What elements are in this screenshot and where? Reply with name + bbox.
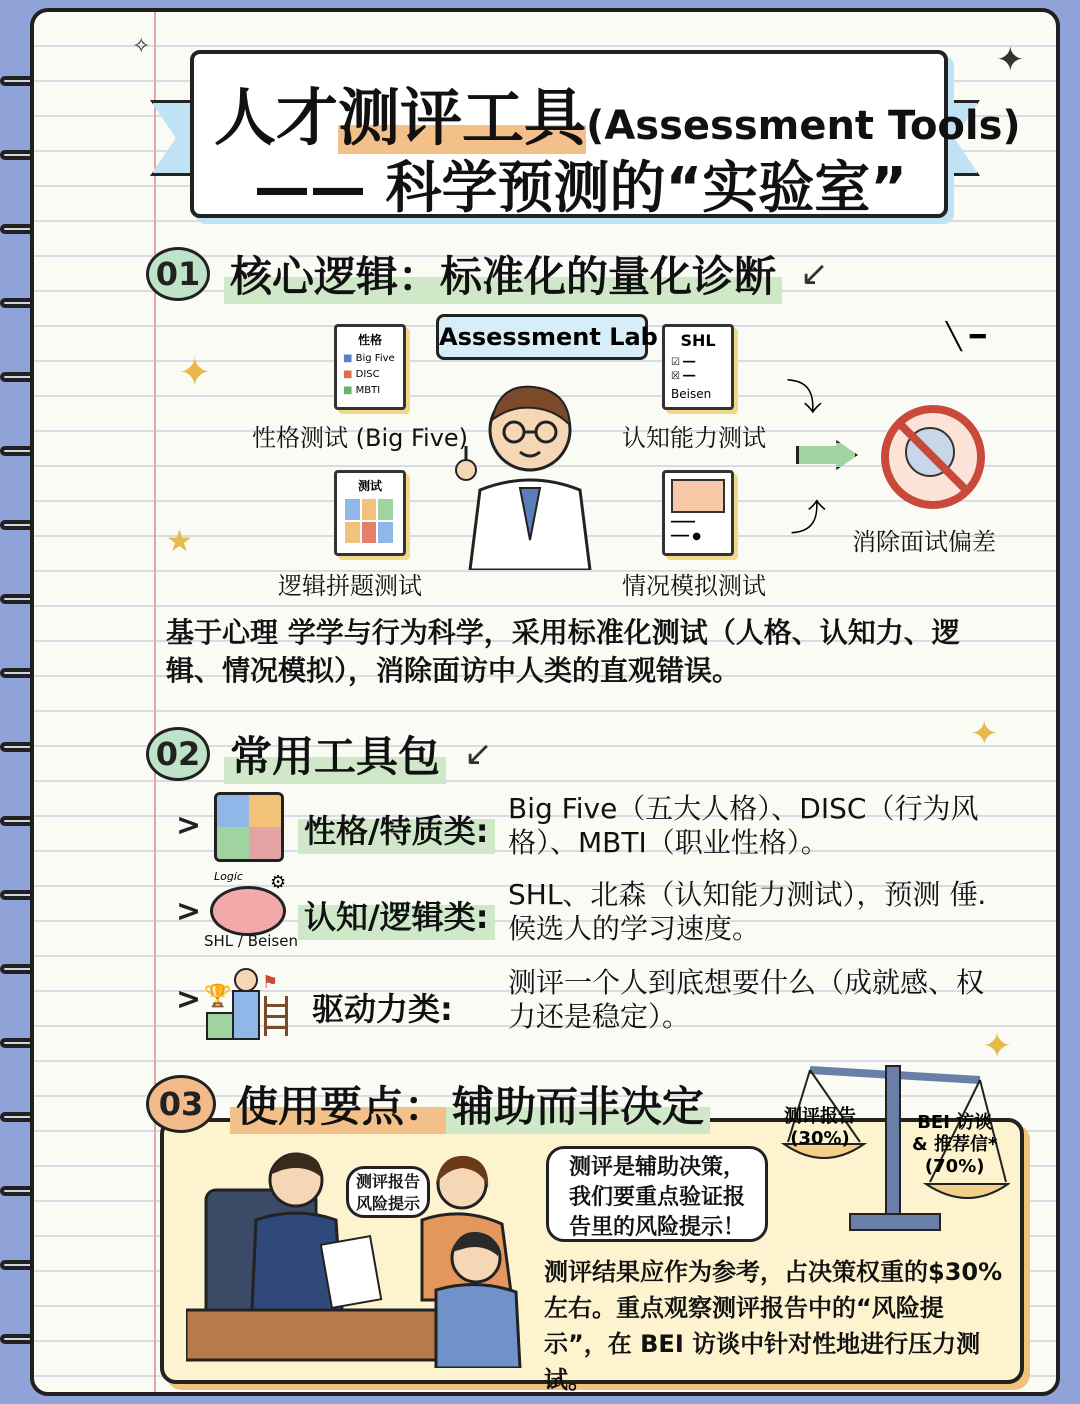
logic-puzzle-icon [334, 470, 406, 556]
label-situational-test: 情况模拟测试 [622, 572, 766, 600]
section-1-header [146, 244, 829, 304]
brain-icon [210, 870, 290, 934]
trophy-icon: 🏆 [204, 984, 232, 1009]
no-bias-icon [878, 402, 988, 512]
doc-title: 测试 [357, 479, 382, 493]
label-logic-test: 逻辑拼题测试 [278, 572, 422, 600]
label-cognitive-test: 认知能力测试 [622, 424, 766, 452]
scale-right-label: BEI 访谈 & 推荐信* (70%) [912, 1112, 998, 1177]
personality-doc-icon [334, 324, 406, 410]
title-part: 人才 [214, 81, 339, 154]
section-3-paragraph: 测评结果应作为参考，占决策权重的$30%左右。重点观察测评报告中的“风险提示”，在 BEI 访谈中针对性地进行压力测试。 [544, 1258, 1003, 1394]
page-subtitle: —— 科学预测的“实验室” [254, 156, 908, 221]
doc-line: ■ DISC [343, 369, 380, 380]
assessment-lab-tag: Assessment Lab [436, 314, 648, 360]
checkbox-icon: ☒ ━━ [671, 371, 696, 382]
section-3-header [146, 1074, 710, 1134]
section-number-badge: 01 [146, 247, 210, 301]
gear-icon: ⚙ [270, 872, 287, 893]
curved-arrow-icon: ⤴ [790, 498, 827, 539]
scale-left-label: 测评报告 (30%) [784, 1106, 856, 1149]
logic-tag: Logic [214, 870, 243, 883]
section-title: 常用工具包 [224, 724, 446, 784]
doc-title: 性格 [357, 333, 382, 347]
star-icon: ★ [166, 524, 193, 559]
curved-arrow-icon: ⤵ [786, 378, 823, 419]
section-number-badge: 03 [146, 1075, 216, 1133]
chevron-right-icon: > [176, 982, 202, 1017]
section-title: 核心逻辑：标准化的量化诊断 [224, 244, 782, 304]
sparkle-icon: ✦ [996, 40, 1025, 80]
climbing-goal-icon [204, 962, 290, 1026]
flag-icon: ⚑ [262, 972, 279, 993]
section-title-part: 使用要点： [230, 1074, 446, 1134]
section-number-badge: 02 [146, 727, 210, 781]
doc-line: ━━━ ● [671, 531, 701, 542]
section-title-part: 辅助而非决定 [446, 1074, 710, 1134]
sparkle-icon: ✦ [178, 350, 212, 396]
chevron-right-icon: > [176, 808, 202, 843]
doc-line: ━━━━ [671, 517, 696, 528]
chevron-right-icon: > [176, 894, 202, 929]
arrow-icon: ↙ [800, 254, 829, 294]
doc-title: SHL [680, 331, 716, 350]
sparkle-icon: ✦ [970, 714, 999, 754]
category-cognitive-desc: SHL、北森（认知能力测试），预测 倕. 候选人的学习速度。 [508, 878, 987, 945]
category-personality-desc: Big Five（五大人格）、DISC（行为风格）、MBTI（职业性格）。 [508, 792, 979, 859]
doc-line: ■ MBTI [343, 385, 381, 396]
title-highlight: 测评工具 [338, 81, 587, 154]
title-english: (Assessment Tools) [586, 103, 1021, 149]
doc-line: ■ Big Five [343, 353, 395, 364]
emphasis-lines-icon: ╲ ━ [946, 322, 986, 352]
label-eliminate-bias: 消除面试偏差 [852, 528, 996, 556]
doc-footer: Beisen [671, 387, 712, 401]
section-1-paragraph: 基于心理 学学与行为科学，采用标准化测试（人格、认知力、逻辑、情况模拟），消除面访中人类的直观错误。 [166, 616, 960, 687]
risk-sign-bubble: 测评报告 风险提示 [346, 1166, 430, 1218]
margin-line [154, 12, 156, 1392]
category-motivation-desc: 测评一个人到底想要什么（成就感、权力还是稳定）。 [508, 966, 985, 1033]
label-personality-test: 性格测试 (Big Five) [252, 424, 469, 452]
situational-sim-icon [662, 470, 734, 556]
section-2-header [146, 724, 493, 784]
speech-bubble: 测评是辅助决策，我们要重点验证报告里的风险提示！ [546, 1146, 768, 1242]
category-cognitive: 认知/逻辑类: [298, 890, 495, 940]
category-personality: 性格/特质类: [298, 804, 495, 854]
title-banner [150, 40, 1021, 221]
checkbox-icon: ☑ ━━ [671, 357, 696, 368]
arrow-icon: ↙ [464, 734, 493, 774]
puzzle-grid [345, 499, 393, 543]
scientist-illustration [450, 370, 610, 570]
sparkle-icon: ✧ [132, 34, 151, 59]
shl-beisen-caption: SHL / Beisen [204, 932, 298, 950]
cognitive-doc-icon [662, 324, 734, 410]
title-box [190, 50, 1021, 221]
picture-icon [671, 479, 725, 513]
sparkle-icon: ✦ [982, 1026, 1013, 1067]
personality-quadrant-icon [214, 792, 284, 862]
category-motivation: 驱动力类: [312, 990, 453, 1028]
